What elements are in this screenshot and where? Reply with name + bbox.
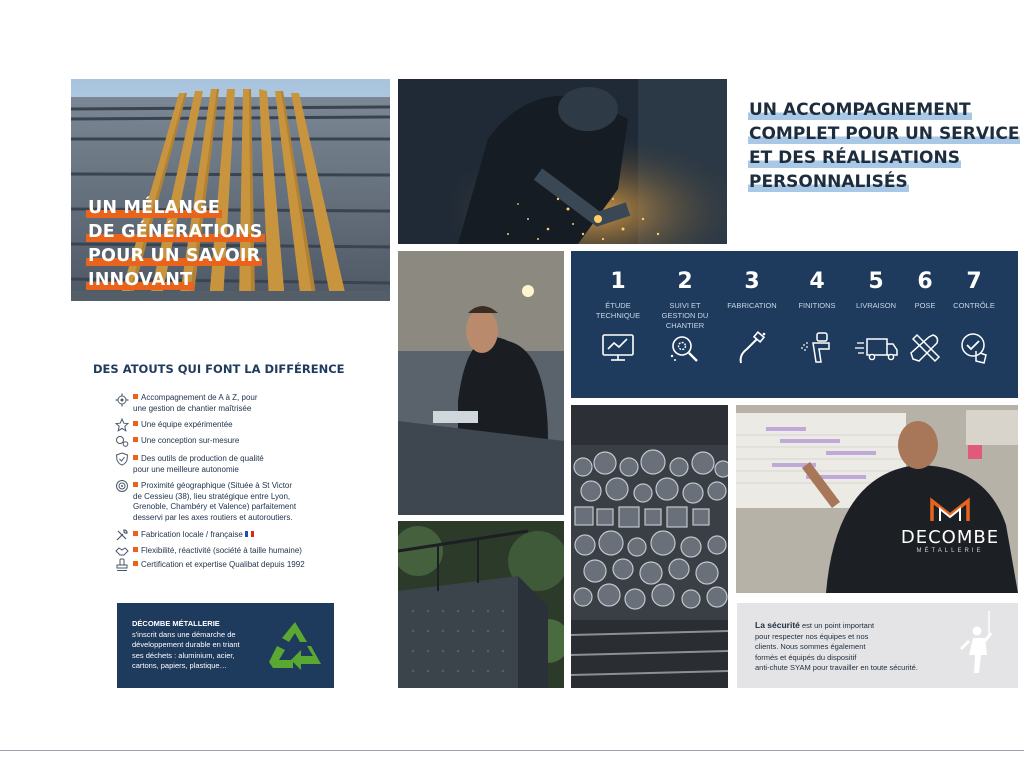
- gear-icon: [115, 393, 129, 407]
- eco-brand: DÉCOMBE MÉTALLERIE: [132, 619, 220, 628]
- target-icon: [115, 479, 129, 493]
- eco-description: s'inscrit dans une démarche de développement durable en triant ses déchets : aluminium, acier, cartons, papiers, plastique…: [132, 629, 240, 670]
- hero-line-2: DE GÉNÉRATIONS: [88, 222, 263, 242]
- spray-gun-icon: [799, 331, 835, 365]
- security-text: [755, 620, 965, 674]
- step-7: [944, 269, 1004, 311]
- atout-text: Fabrication locale / française: [141, 530, 243, 539]
- security-line-1: est un point important: [799, 621, 875, 630]
- step-number: 4: [809, 269, 825, 294]
- step-2: [655, 269, 715, 331]
- step-number: 1: [610, 269, 626, 294]
- check-hand-icon: [956, 331, 992, 365]
- terrace-photo: [398, 521, 564, 688]
- process-steps-panel: [571, 251, 1018, 398]
- tshirt-sub: MÉTALLERIE: [916, 548, 984, 554]
- tools-icon: [907, 331, 943, 365]
- eco-box: [117, 603, 334, 688]
- eco-text: [132, 619, 272, 672]
- step-label: POSE: [914, 301, 936, 310]
- step-number: 6: [917, 269, 933, 294]
- atout-text: Proximité géographique (Située à St Victor de Cessieu (38), lieu stratégique entre Lyon, Grenoble, Chambéry et Valence) parfaitement desservi par les axes routiers et autoroutiers.: [133, 481, 297, 522]
- main-title-line-2: COMPLET POUR UN SERVICE: [749, 124, 1020, 144]
- monitor-chart-icon: [600, 331, 636, 365]
- atout-text: Une conception sur-mesure: [141, 436, 240, 445]
- step-label: FINITIONS: [798, 301, 836, 310]
- step-number: 5: [868, 269, 884, 294]
- tshirt-brand: DECOMBE: [900, 527, 1000, 548]
- step-number: 7: [966, 269, 982, 294]
- hero-line-4: INNOVANT: [88, 270, 193, 290]
- security-box: [737, 603, 1018, 688]
- atout-text: Une équipe expérimentée: [141, 420, 233, 429]
- bottom-divider: [0, 750, 1024, 751]
- metal-tubes-photo: [571, 405, 728, 688]
- office-photo: [736, 405, 1018, 593]
- tshirt-logo: [890, 497, 1010, 554]
- main-title-line-3: ET DES RÉALISATIONS: [749, 148, 960, 168]
- gears-icon: [115, 434, 129, 448]
- hero-line-3: POUR UN SAVOIR: [88, 246, 261, 266]
- atouts-title: DES ATOUTS QUI FONT LA DIFFÉRENCE: [93, 362, 345, 376]
- shield-check-icon: [115, 452, 129, 466]
- main-title: [748, 98, 1024, 194]
- step-3: [722, 269, 782, 311]
- welding-torch-icon: [733, 331, 769, 365]
- harness-worker-icon: [959, 611, 1003, 681]
- french-flag-icon: [245, 531, 254, 537]
- step-label: SUIVI ET GESTION DU CHANTIER: [661, 301, 709, 330]
- main-title-line-1: UN ACCOMPAGNEMENT: [749, 100, 971, 120]
- step-1: [588, 269, 648, 321]
- star-icon: [115, 418, 129, 432]
- stamp-icon: [115, 558, 129, 572]
- atout-text: Flexibilité, réactivité (société à taille humaine): [141, 546, 302, 555]
- hero-title: [86, 196, 296, 292]
- step-label: LIVRAISON: [855, 301, 896, 310]
- welder-photo: [398, 79, 727, 244]
- decombe-logo-icon: [930, 497, 970, 523]
- atout-text: Certification et expertise Qualibat depuis 1992: [141, 560, 305, 569]
- recycle-icon: [267, 620, 323, 672]
- magnifier-gear-icon: [667, 331, 703, 365]
- security-body: pour respecter nos équipes et nos clients. Nous sommes également formés et équipés du dispositif anti-chute SYAM pour travailler en toute sécurité.: [755, 631, 918, 672]
- main-title-line-4: PERSONNALISÉS: [749, 172, 908, 192]
- hero-line-1: UN MÉLANGE: [88, 198, 220, 218]
- step-number: 3: [744, 269, 760, 294]
- step-label: ÉTUDE TECHNIQUE: [595, 301, 641, 320]
- wrench-icon: [115, 528, 129, 542]
- step-label: FABRICATION: [727, 301, 777, 310]
- delivery-truck-icon: [855, 331, 899, 365]
- step-4: [787, 269, 847, 311]
- step-label: CONTRÔLE: [953, 301, 995, 310]
- atout-text: Des outils de production de qualité pour une meilleure autonomie: [133, 454, 264, 474]
- security-lead: La sécurité: [755, 620, 800, 630]
- handshake-icon: [115, 544, 129, 558]
- step-number: 2: [677, 269, 693, 294]
- atout-text: Accompagnement de A à Z, pour une gestion de chantier maîtrisée: [133, 393, 258, 413]
- worker-photo: [398, 251, 564, 515]
